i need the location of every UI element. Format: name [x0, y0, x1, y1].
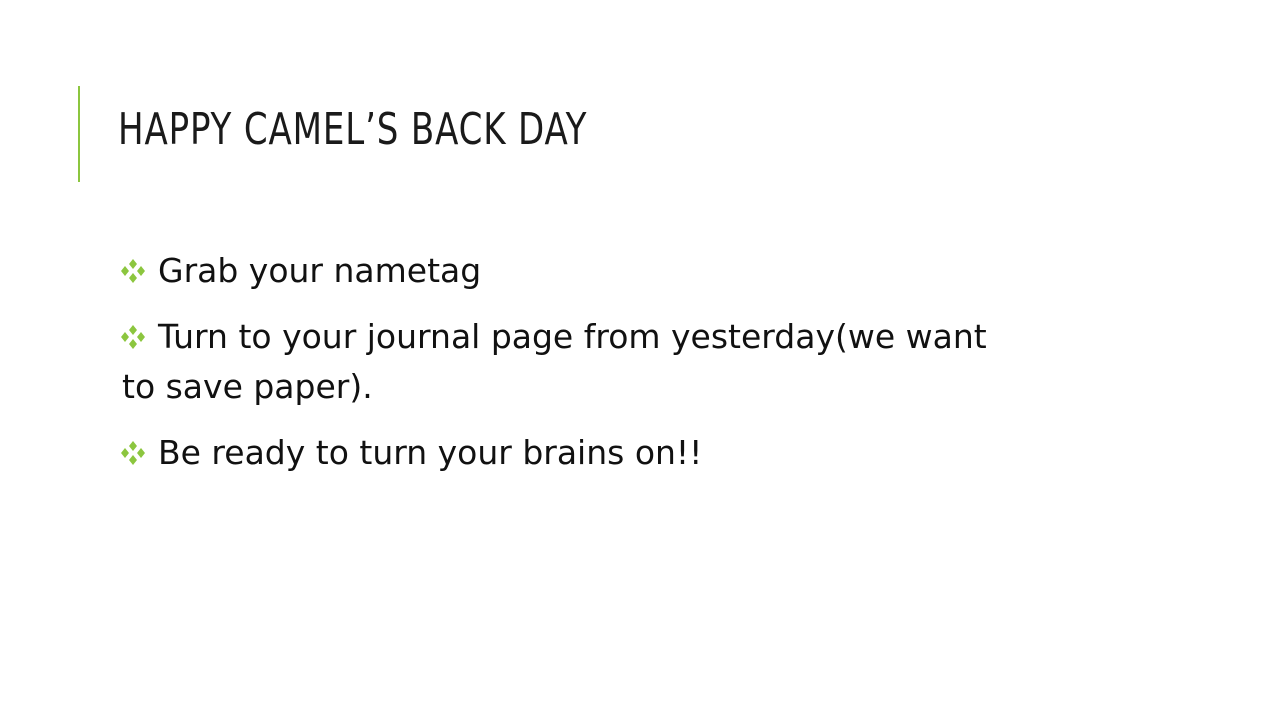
bullet-item — [118, 312, 1148, 412]
bullet-list — [118, 246, 1148, 494]
slide-title: HAPPY CAMEL’S BACK DAY — [118, 104, 588, 155]
title-accent-bar — [78, 86, 80, 182]
bullet-item — [118, 428, 1148, 478]
four-diamond-bullet-icon — [118, 440, 148, 466]
bullet-text: Be ready to turn your brains on!! — [158, 433, 703, 472]
bullet-item — [118, 246, 1148, 296]
bullet-text: Grab your nametag — [158, 251, 482, 290]
four-diamond-bullet-icon — [118, 258, 148, 284]
four-diamond-bullet-icon — [118, 324, 148, 350]
bullet-text-line1: Turn to your journal page from yesterday(we want — [158, 317, 987, 356]
bullet-text-line2: to save paper). — [122, 367, 373, 406]
